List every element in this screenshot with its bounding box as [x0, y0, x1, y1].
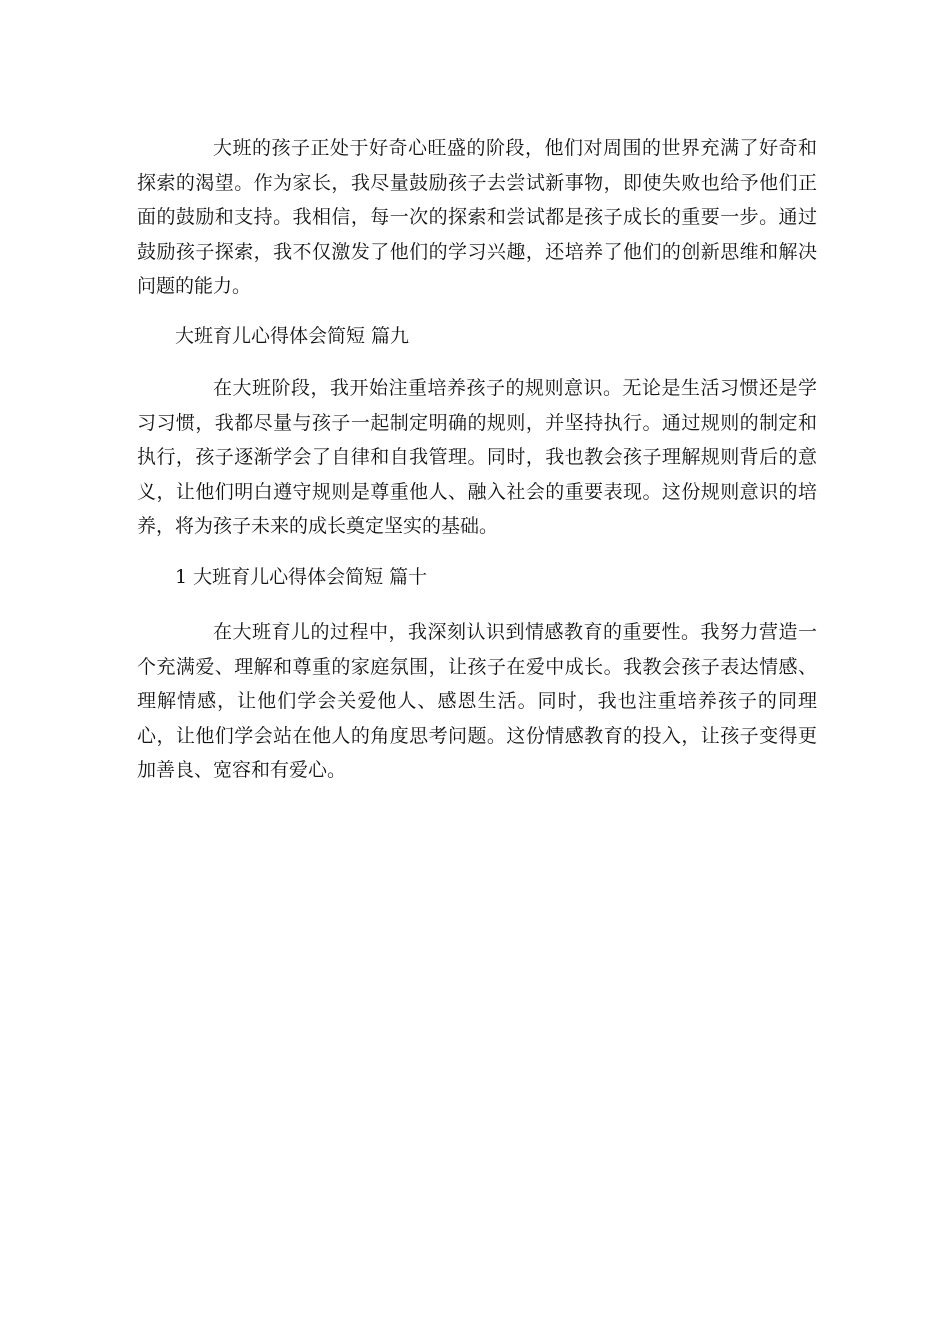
body-paragraph: 在大班育儿的过程中，我深刻认识到情感教育的重要性。我努力营造一个充满爱、理解和尊重的家庭氛围，让孩子在爱中成长。我教会孩子表达情感、理解情感，让他们学会关爱他人、感恩生活。同时，我也注重培养孩子的同理心，让他们学会站在他人的角度思考问题。这份情感教育的投入，让孩子变得更加善良、宽容和有爱心。	[137, 621, 817, 781]
body-paragraph: 在大班阶段，我开始注重培养孩子的规则意识。无论是生活习惯还是学习习惯，我都尽量与孩子一起制定明确的规则，并坚持执行。通过规则的制定和执行，孩子逐渐学会了自律和自我管理。同时，我也教会孩子理解规则背后的意义，让他们明白遵守规则是尊重他人、融入社会的重要表现。这份规则意识的培养，将为孩子未来的成长奠定坚实的基础。	[137, 377, 817, 537]
section-heading: 1 大班育儿心得体会简短 篇十	[175, 566, 428, 588]
section-heading: 大班育儿心得体会简短 篇九	[175, 325, 410, 347]
body-paragraph: 大班的孩子正处于好奇心旺盛的阶段，他们对周围的世界充满了好奇和探索的渴望。作为家长，我尽量鼓励孩子去尝试新事物，即使失败也给予他们正面的鼓励和支持。我相信，每一次的探索和尝试都是孩子成长的重要一步。通过鼓励孩子探索，我不仅激发了他们的学习兴趣，还培养了他们的创新思维和解决问题的能力。	[137, 137, 817, 297]
